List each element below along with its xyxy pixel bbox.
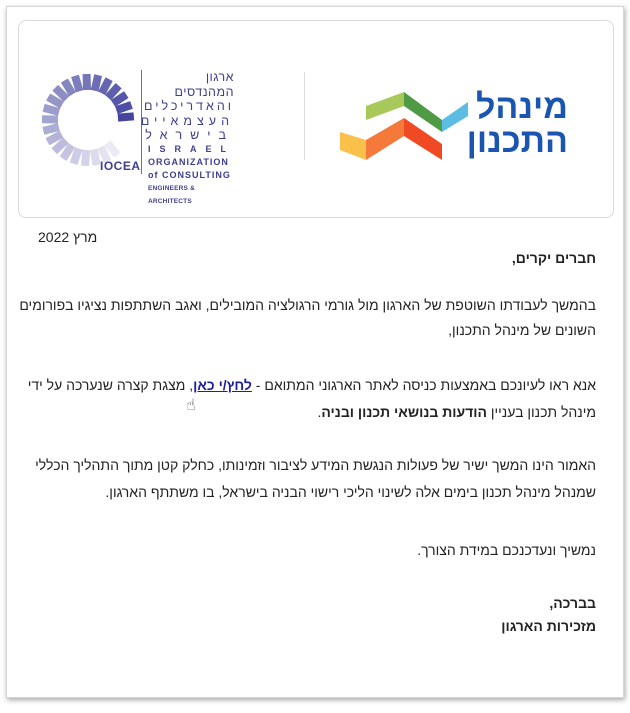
logo-divider [304,72,305,160]
minhal-logo-text [468,90,568,158]
ring-segment [42,115,58,123]
paragraph-line: בהמשך לעבודתו השוטפת של הארגון מול גורמי הרגולציה המובילים, ואגב השתתפות נציגיו בפורומים [19,297,596,313]
chevron-yellow [340,132,366,160]
iocea-abbr: IOCEA [100,159,141,173]
chevron-light-green [366,92,404,120]
minhal-line: מינהל [475,88,568,126]
iocea-en-line: ISRAEL [148,143,236,154]
iocea-he-line: בישראל [145,128,234,142]
text: . [317,404,322,420]
chevron-blue [442,102,468,132]
paragraph-line: השונים של מינהל התכנון, [448,322,596,338]
text: אנא ראו לעיונכם באמצעות כניסה לאתר הארגוני המתואם - [251,377,596,393]
signature: מזכירות הארגון [501,618,596,634]
paragraph-line [28,377,596,393]
ring-segment [81,150,90,166]
ring-segment [118,112,135,121]
text: מינהל תכנון בעניין [486,404,596,420]
paragraph-line: האמור הינו המשך ישיר של פעולות הנגשת המידע לציבור וזמינותו, כחלק קטן מתוך התהליך הכללי [35,457,596,473]
sign-off: בברכה, [549,595,596,611]
bold-text: הודעות בנושאי תכנון ובניה [321,404,487,420]
iocea-he-line: והאדריכלים [143,99,234,113]
click-here-link[interactable]: לחץ/י כאן [193,377,252,393]
minhal-line: התכנון [466,122,568,160]
iocea-he-line: ארגון המהנדסים [174,70,234,99]
letter-date: מרץ 2022 [38,229,98,245]
iocea-he-line: העצמאיים [140,113,234,128]
iocea-en-line: of CONSULTING [148,169,231,180]
hand-cursor-icon: ☝ [186,397,196,414]
paragraph-line [317,404,596,420]
chevron-orange [366,118,404,160]
iocea-logo-text [140,70,236,208]
closing-note: נמשיך ונעדכנכם במידת הצורך. [417,542,596,558]
paragraph-line: שמנהל מינהל תכנון בימים אלה לשינוי הליכי רישוי הבניה בישראל, בו משתתף הארגון. [105,484,596,500]
ring-segment [83,74,92,90]
text: , מצגת קצרה שנערכה על ידי [27,377,194,393]
iocea-en-line: ORGANIZATION [148,156,229,167]
iocea-en-line: ENGINEERS & ARCHITECTS [148,184,195,205]
minhal-chevron-logo [338,92,472,162]
greeting: חברים יקרים, [511,250,596,266]
